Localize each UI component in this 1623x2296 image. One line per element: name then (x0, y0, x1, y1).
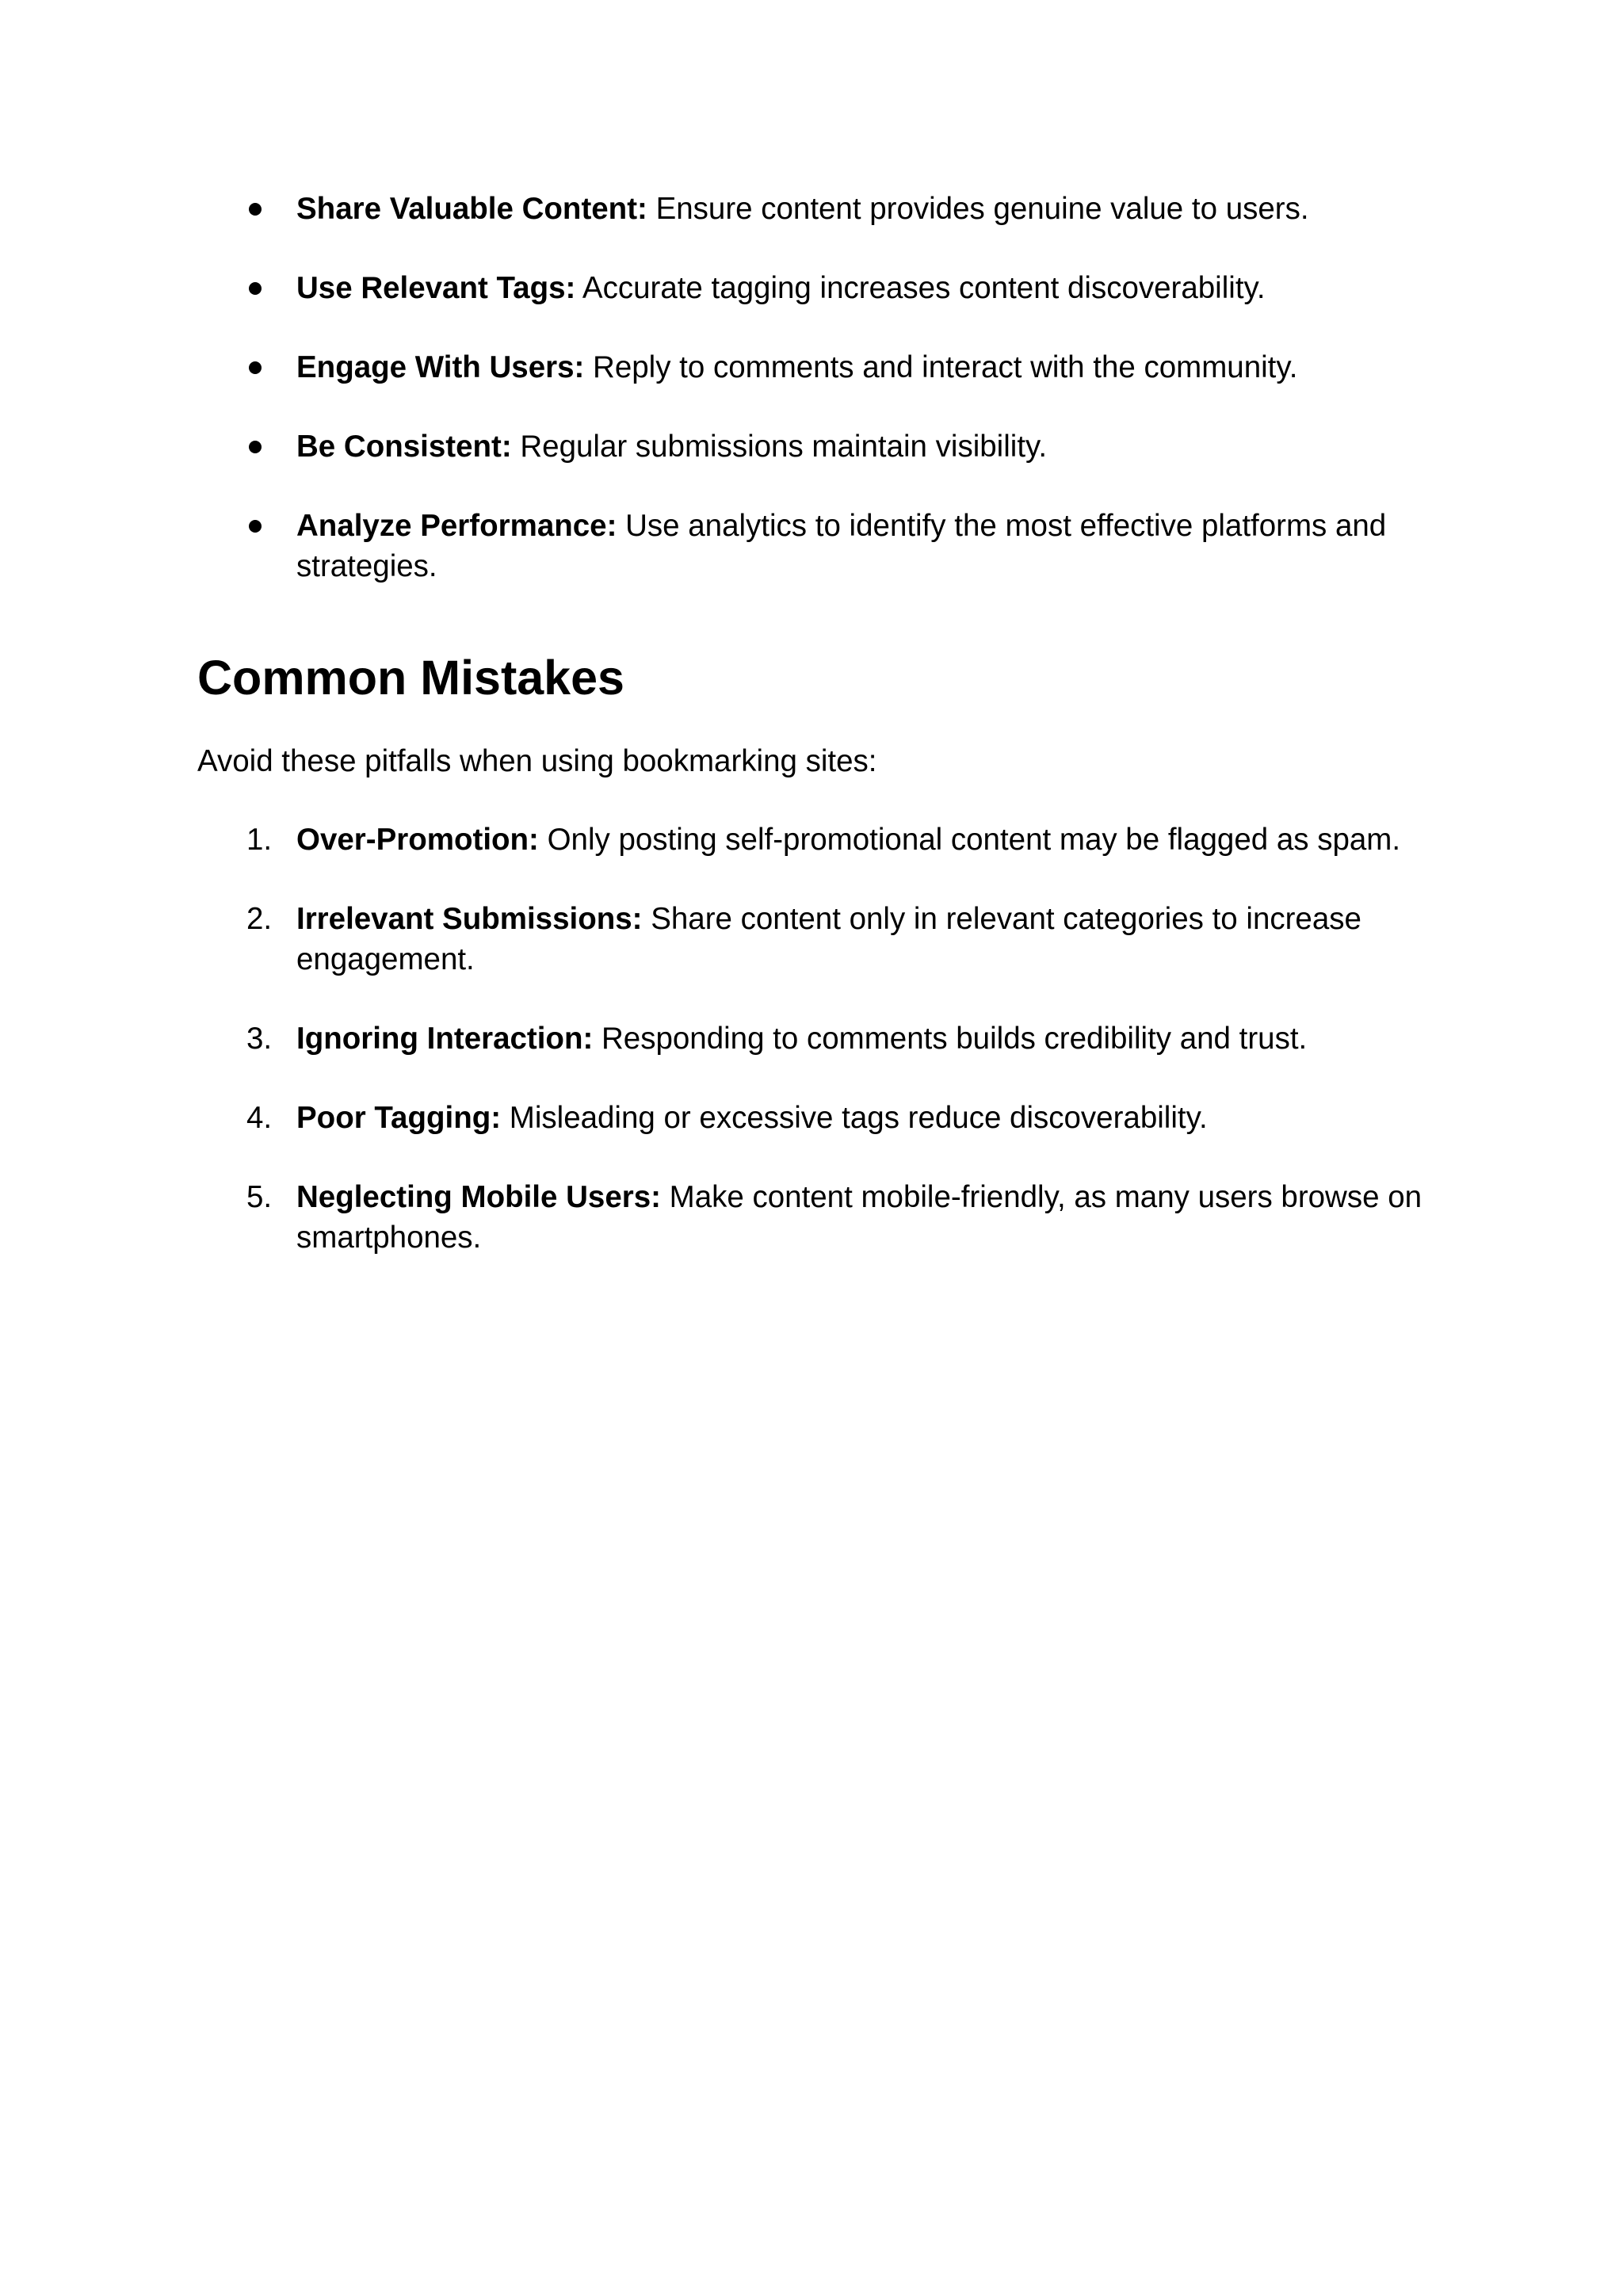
item-text: Misleading or excessive tags reduce discoverability. (509, 1101, 1208, 1135)
item-title: Irrelevant Submissions: (296, 902, 643, 936)
tips-list (197, 189, 1434, 586)
item-title: Poor Tagging: (296, 1101, 502, 1135)
item-text: Ensure content provides genuine value to users. (655, 192, 1309, 226)
bullet-icon (249, 203, 262, 216)
item-text: Make content mobile-friendly, as many users browse on smartphones. (296, 1180, 1423, 1255)
section-heading: Common Mistakes (197, 651, 624, 705)
list-item (197, 819, 1434, 860)
item-text: Responding to comments builds credibility and trust. (601, 1022, 1308, 1056)
list-number: 4. (246, 1101, 273, 1135)
item-text: Regular submissions maintain visibility. (520, 430, 1048, 464)
item-title: Over-Promotion: (296, 823, 539, 857)
item-text: Use analytics to identify the most effective platforms and strategies. (296, 509, 1387, 583)
list-item (197, 1018, 1434, 1059)
item-text: Only posting self-promotional content may be flagged as spam. (547, 823, 1401, 857)
bullet-icon (249, 282, 262, 295)
section-intro: Avoid these pitfalls when using bookmarking sites: (197, 744, 877, 778)
list-item (197, 347, 1434, 388)
item-title: Share Valuable Content: (296, 192, 647, 226)
item-title: Use Relevant Tags: (296, 271, 576, 305)
list-number: 5. (246, 1180, 273, 1214)
mistakes-list (197, 819, 1434, 1258)
list-number: 2. (246, 902, 273, 936)
item-title: Ignoring Interaction: (296, 1022, 594, 1056)
list-item (197, 189, 1434, 229)
list-number: 3. (246, 1022, 273, 1056)
list-item (197, 1098, 1434, 1138)
item-text: Share content only in relevant categories to increase engagement. (296, 902, 1361, 976)
document-content (197, 189, 1434, 1297)
item-text: Reply to comments and interact with the community. (593, 350, 1298, 384)
list-item (197, 426, 1434, 467)
bullet-icon (249, 361, 262, 374)
bullet-icon (249, 441, 262, 453)
item-title: Neglecting Mobile Users: (296, 1180, 661, 1214)
item-text: Accurate tagging increases content discoverability. (582, 271, 1266, 305)
item-title: Engage With Users: (296, 350, 585, 384)
item-title: Analyze Performance: (296, 509, 617, 543)
bullet-icon (249, 520, 262, 533)
list-number: 1. (246, 823, 273, 857)
list-item (197, 506, 1434, 586)
list-item (197, 268, 1434, 308)
list-item (197, 899, 1434, 980)
item-title: Be Consistent: (296, 430, 512, 464)
list-item (197, 1177, 1434, 1258)
